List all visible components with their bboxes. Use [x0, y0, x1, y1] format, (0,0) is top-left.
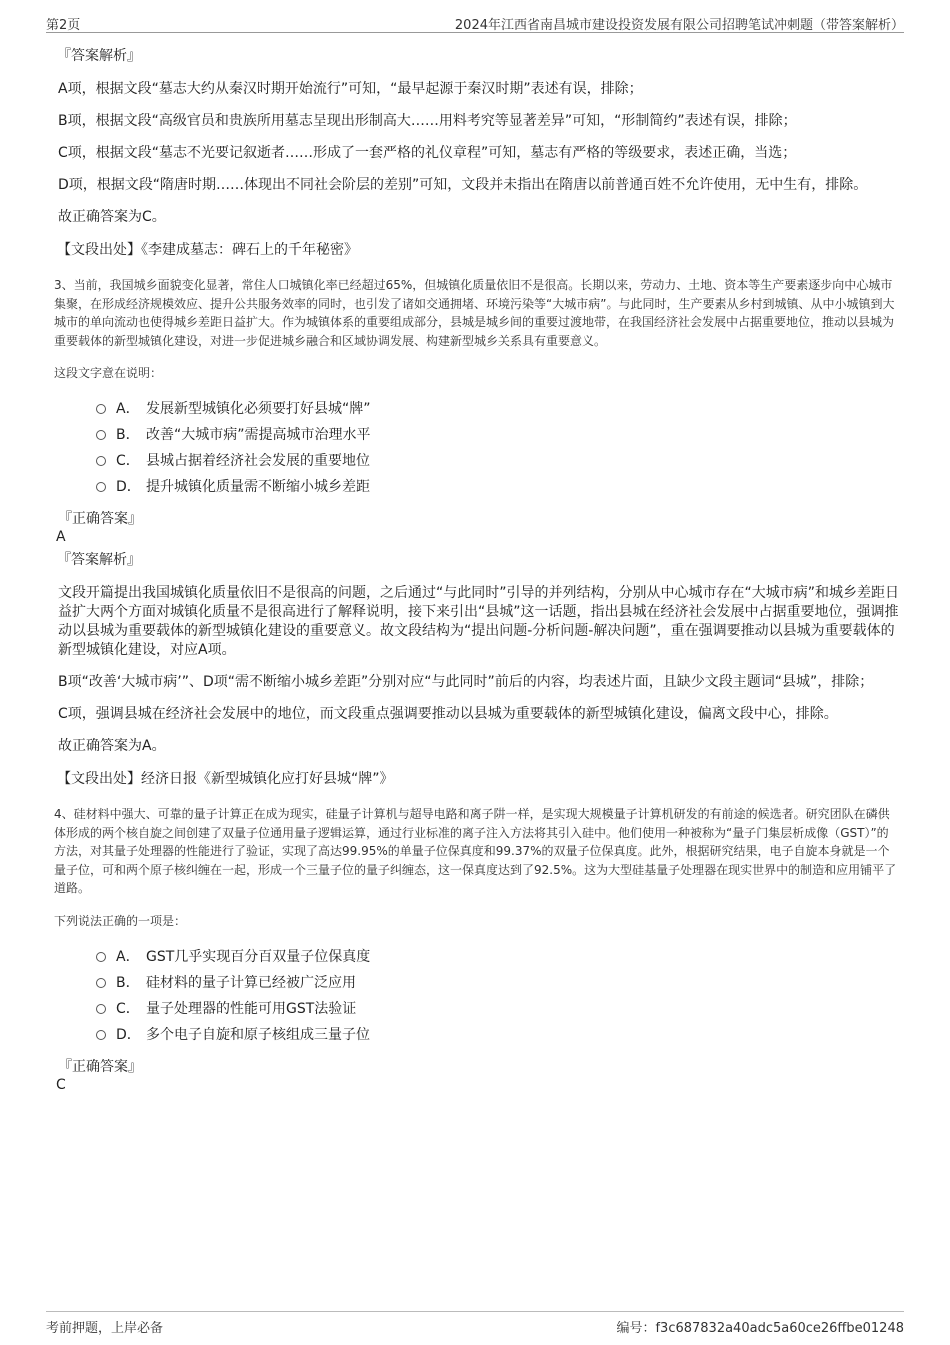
option-text: 改善“大城市病”需提高城市治理水平 [146, 427, 371, 443]
radio-icon[interactable] [96, 456, 106, 466]
q4-options [96, 944, 899, 1048]
document-code: 编号：f3c687832a40adc5a60ce26ffbe01248 [616, 1321, 904, 1336]
q4-option-a[interactable] [96, 944, 899, 970]
radio-icon[interactable] [96, 1030, 106, 1040]
q2-conclusion: 故正确答案为C。 [58, 209, 166, 225]
document-title: 2024年江西省南昌城市建设投资发展有限公司招聘笔试冲刺题（带答案解析） [454, 18, 904, 33]
page-content [54, 44, 899, 1098]
q4-option-d[interactable] [96, 1022, 899, 1048]
page-header [46, 12, 904, 33]
q3-analysis-c: C项，强调县城在经济社会发展中的地位，而文段重点强调要推动以县城为重要载体的新型城镇化建设，偏离文段中心，排除。 [58, 706, 838, 722]
q3-prompt: 这段文字意在说明： [54, 366, 163, 380]
q4-prompt: 下列说法正确的一项是： [54, 913, 187, 928]
q2-analysis-b: B项，根据文段“高级官员和贵族所用墓志呈现出形制高大……用料考究等显著差异”可知，“形制简约”表述有误，排除； [58, 113, 797, 129]
radio-icon[interactable] [96, 404, 106, 414]
option-letter: B． [116, 974, 140, 991]
option-letter: B． [116, 427, 140, 443]
q2-source: 【文段出处】《李建成墓志：碑石上的千年秘密》 [57, 242, 358, 258]
q3-option-c[interactable] [96, 448, 899, 474]
option-letter: A． [116, 401, 140, 417]
option-text: 量子处理器的性能可用GST法验证 [146, 1000, 357, 1017]
q3-stem: 3、当前，我国城乡面貌变化显著，常住人口城镇化率已经超过65%，但城镇化质量依旧不是很高。长期以来，劳动力、土地、资本等生产要素逐步向中心城市集聚，在形成经济规模效应、提升公共服务效率的同时，也引发了诸如交通拥堵、环境污染等“大城市病”。与此同时，生产要素从乡村到城镇、从中小城镇到大城市的单向流动也使得城乡差距日益扩大。作为城镇体系的重要组成部分，县城是城乡间的重要过渡地带，在我国经济社会发展中占据重要地位，推动以县城为重要载体的新型城镇化建设，对进一步促进城乡融合和区域协调发展、构建新型城乡关系具有重要意义。 [54, 278, 895, 348]
page-footer [46, 1311, 904, 1336]
option-text: 提升城镇化质量需不断缩小城乡差距 [146, 479, 370, 495]
q4-option-c[interactable] [96, 996, 899, 1022]
q2-analysis-c: C项，根据文段“墓志不光要记叙逝者……形成了一套严格的礼仪章程”可知，墓志有严格的等级要求，表述正确，当选； [58, 145, 797, 161]
q3-source: 【文段出处】经济日报《新型城镇化应打好县城“牌”》 [57, 771, 394, 787]
q3-analysis-heading: 『答案解析』 [57, 552, 141, 568]
q3-analysis-main: 文段开篇提出我国城镇化质量依旧不是很高的问题，之后通过“与此同时”引导的并列结构，分别从中心城市存在“大城市病”和城乡差距日益扩大两个方面对城镇化质量不是很高进行了解释说明，接下来引出“县城”这一话题，指出县城在经济社会发展中占据重要地位，强调推动以县城为重要载体的新型城镇化建设的重要意义。故文段结构为“提出问题-分析问题-解决问题”，重在强调要推动以县城为重要载体的新型城镇化建设，对应A项。 [58, 585, 900, 658]
q3-answer: A [56, 529, 66, 545]
radio-icon[interactable] [96, 978, 106, 988]
q3-option-a[interactable] [96, 396, 899, 422]
radio-icon[interactable] [96, 430, 106, 440]
q2-analysis-a: A项，根据文段“墓志大约从秦汉时期开始流行”可知，“最早起源于秦汉时期”表述有误，排除； [58, 81, 643, 97]
option-letter: A． [116, 948, 140, 965]
radio-icon[interactable] [96, 482, 106, 492]
q2-analysis-d: D项，根据文段“隋唐时期……体现出不同社会阶层的差别”可知，文段并未指出在隋唐以前普通百姓不允许使用，无中生有，排除。 [58, 177, 868, 193]
q4-answer: C [56, 1076, 66, 1093]
option-letter: C． [116, 1000, 140, 1017]
page-number: 第2页 [46, 18, 81, 33]
option-text: 多个电子自旋和原子核组成三量子位 [146, 1026, 370, 1043]
option-text: GST几乎实现百分百双量子位保真度 [146, 948, 371, 965]
option-text: 发展新型城镇化必须要打好县城“牌” [146, 401, 371, 417]
q3-conclusion: 故正确答案为A。 [58, 738, 166, 754]
q3-analysis-bd: B项“改善‘大城市病’”、D项“需不断缩小城乡差距”分别对应“与此同时”前后的内容，均表述片面，且缺少文段主题词“县城”，排除； [58, 674, 874, 690]
q4-stem: 4、硅材料中强大、可靠的量子计算正在成为现实，硅量子计算机与超导电路和离子阱一样，是实现大规模量子计算机研发的有前途的候选者。研究团队在磷供体形成的两个核自旋之间创建了双量子位通用量子逻辑运算，通过行业标准的离子注入方法将其引入硅中。他们使用一种被称为“量子门集层析成像（GST）”的方法，对其量子处理器的性能进行了验证，实现了高达99.95%的单量子位保真度和99.37%的双量子位保真度。此外，根据研究结果，电子自旋本身就是一个量子位，可和两个原子核纠缠在一起，形成一个三量子位的量子纠缠态，这一保真度达到了92.5%。这为大型硅基量子处理器在现实世界中的制造和应用铺平了道路。 [54, 807, 897, 895]
q3-answer-heading: 『正确答案』 [58, 511, 142, 527]
q3-options [96, 396, 899, 500]
option-text: 硅材料的量子计算已经被广泛应用 [146, 974, 356, 991]
option-text: 县城占据着经济社会发展的重要地位 [146, 453, 370, 469]
footer-slogan: 考前押题，上岸必备 [46, 1321, 164, 1336]
option-letter: D． [116, 479, 141, 495]
option-letter: D． [116, 1026, 141, 1043]
q3-option-d[interactable] [96, 474, 899, 500]
q3-option-b[interactable] [96, 422, 899, 448]
q2-analysis-heading: 『答案解析』 [57, 48, 141, 64]
option-letter: C． [116, 453, 140, 469]
radio-icon[interactable] [96, 952, 106, 962]
q4-answer-heading: 『正确答案』 [58, 1058, 142, 1075]
radio-icon[interactable] [96, 1004, 106, 1014]
q4-option-b[interactable] [96, 970, 899, 996]
